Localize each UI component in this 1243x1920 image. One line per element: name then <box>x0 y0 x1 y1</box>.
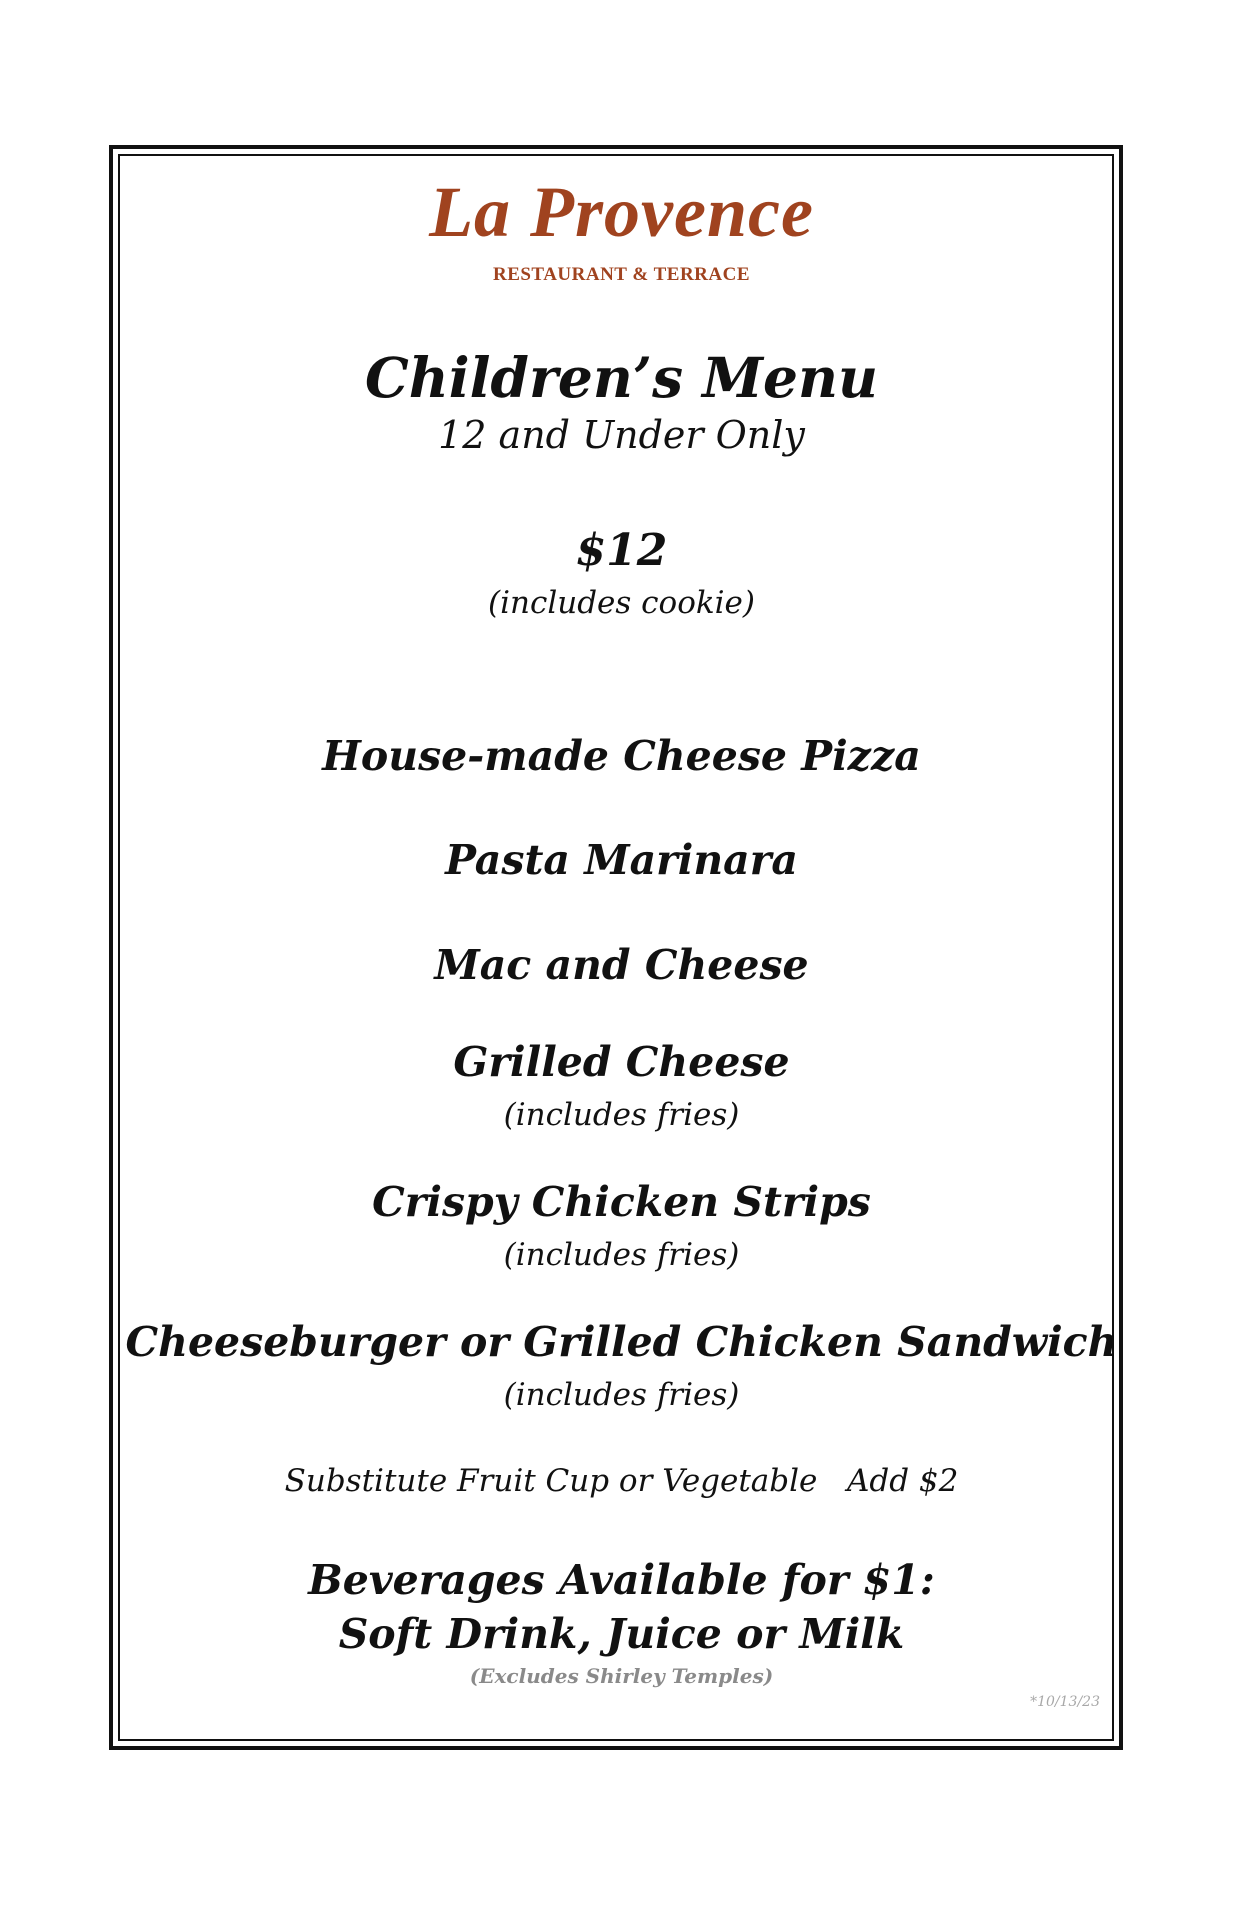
menu-item-note: (includes fries) <box>503 1097 740 1133</box>
menu-item-pizza: House-made Cheese Pizza <box>322 732 921 780</box>
substitute-line <box>0 1463 1243 1499</box>
beverages-exclusion: (Excludes Shirley Temples) <box>469 1664 774 1688</box>
menu-price: $12 <box>575 525 668 576</box>
price-note: (includes cookie) <box>488 585 755 621</box>
menu-item-mac-cheese: Mac and Cheese <box>434 941 809 989</box>
menu-item-grilled-cheese: Grilled Cheese <box>453 1038 790 1086</box>
menu-item-note: (includes fries) <box>503 1377 740 1413</box>
substitute-text: Substitute Fruit Cup or Vegetable <box>284 1463 818 1499</box>
menu-item-note: (includes fries) <box>503 1237 740 1273</box>
menu-item-sandwich: Cheeseburger or Grilled Chicken Sandwich <box>125 1318 1118 1366</box>
revision-date: *10/13/23 <box>1030 1694 1100 1710</box>
beverages-line-1: Beverages Available for $1: <box>308 1556 935 1604</box>
substitute-price: Add $2 <box>846 1463 959 1499</box>
menu-item-pasta: Pasta Marinara <box>445 836 798 884</box>
logo-wordmark: La Provence <box>429 172 814 252</box>
menu-title: Children’s Menu <box>364 345 879 410</box>
beverages-line-2: Soft Drink, Juice or Milk <box>338 1610 905 1658</box>
menu-subtitle: 12 and Under Only <box>438 413 805 457</box>
logo-tagline: RESTAURANT & TERRACE <box>492 264 751 285</box>
menu-item-chicken-strips: Crispy Chicken Strips <box>372 1178 871 1226</box>
